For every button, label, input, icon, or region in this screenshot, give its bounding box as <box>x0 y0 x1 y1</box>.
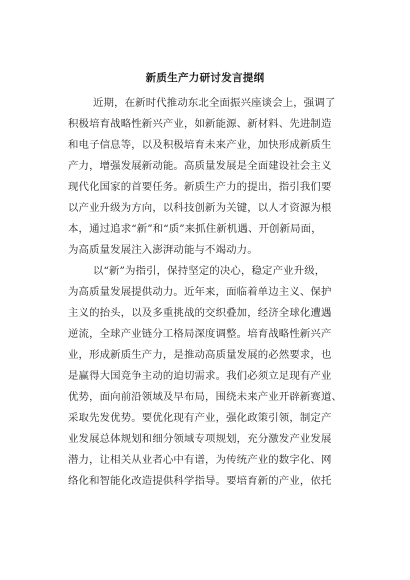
paragraph-2-line: 采取先发优势。要优化现有产业，强化政策引领，制定产 <box>68 412 332 424</box>
paragraph-2-line: 络化和智能化改造提供科学指导。要培育新的产业，依托 <box>68 475 332 487</box>
paragraph-1-line: 积极培育战略性新兴产业，如新能源、新材料、先进制造 <box>68 118 332 130</box>
paragraph-2-line: 逆流，全球产业链分工格局深度调整。培育战略性新兴产 <box>68 328 332 340</box>
paragraph-2-line: 优势，面向前沿领域及早布局，围绕未来产业开辟新赛道、 <box>68 391 343 403</box>
paragraph-2-line: 以“新”为指引，保持坚定的决心，稳定产业升级， <box>93 265 326 277</box>
document-title: 新质生产力研讨发言提纲 <box>145 72 265 84</box>
paragraph-1-line: 和电子信息等，以及积极培育未来产业，加快形成新质生 <box>68 139 332 151</box>
paragraph-2-line: 潜力，让相关从业者心中有谱，为传统产业的数字化、网 <box>68 454 332 466</box>
paragraph-2-line: 是赢得大国竞争主动的迫切需求。我们必须立足现有产业 <box>68 370 332 382</box>
paragraph-2-line: 主义的抬头，以及多重挑战的交织叠加，经济全球化遭遇 <box>68 307 332 319</box>
paragraph-2-line: 为高质量发展提供动力。近年来，面临着单边主义、保护 <box>68 286 332 298</box>
paragraph-1-line: 为高质量发展注入澎湃动能与不竭动力。 <box>68 244 258 256</box>
paragraph-2-line: 业，形成新质生产力，是推动高质量发展的必然要求，也 <box>68 349 332 361</box>
paragraph-1-line: 近期，在新时代推动东北全面振兴座谈会上，强调了 <box>93 97 336 109</box>
paragraph-1-line: 本，通过追求“新”和“质”来抓住新机遇、开创新局面， <box>68 223 322 235</box>
paragraph-2-line: 业发展总体规划和细分领域专项规划，充分激发产业发展 <box>68 433 332 445</box>
paragraph-1-line: 以产业升级为方向，以科技创新为关键，以人才资源为根 <box>68 202 332 214</box>
paragraph-1-line: 现代化国家的首要任务。新质生产力的提出，指引我们要 <box>68 181 332 193</box>
paragraph-1-line: 产力，增强发展新动能。高质量发展是全面建设社会主义 <box>68 160 332 172</box>
